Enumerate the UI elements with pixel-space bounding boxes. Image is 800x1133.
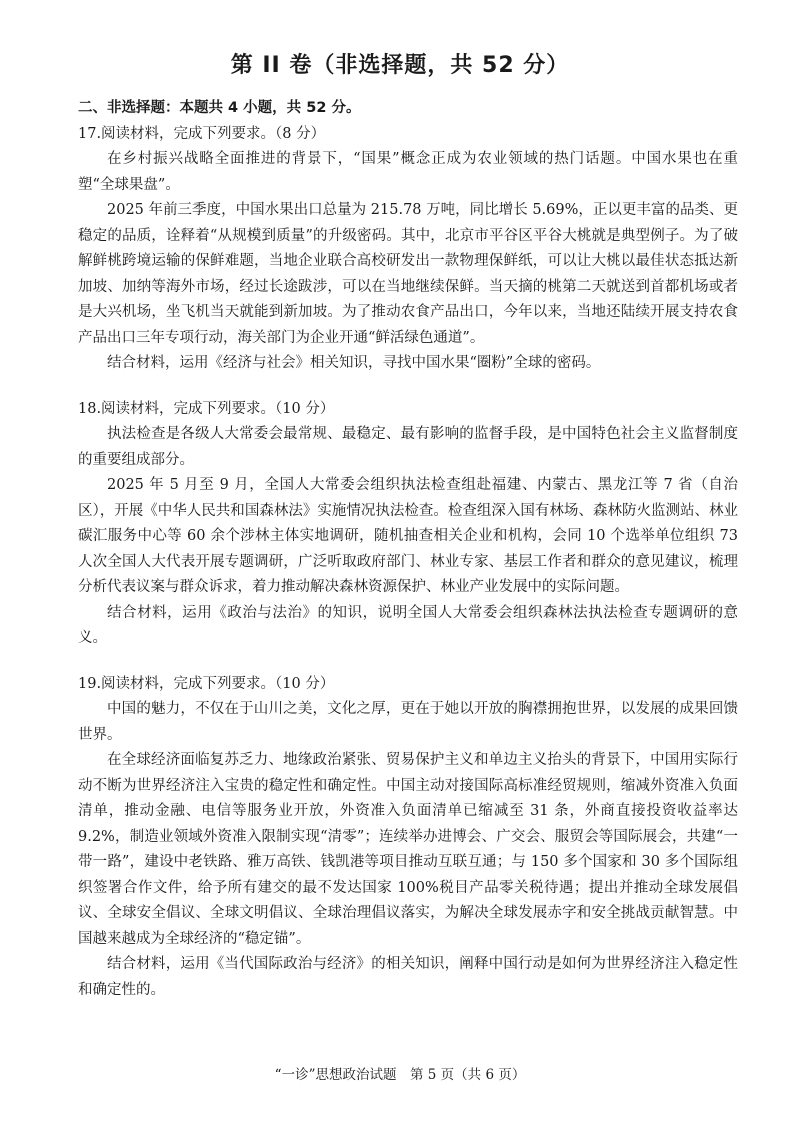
page-footer: “一诊”思想政治试题 第 5 页（共 6 页） [274,1067,526,1083]
question-17 [78,122,738,377]
page-title: 第 II 卷（非选择题，共 52 分） [230,53,570,78]
question-17-paragraph-1: 在乡村振兴战略全面推进的背景下，“国果”概念正成为农业领域的热门话题。中国水果也在重塑“全球果盘”。 [78,151,738,193]
question-18-paragraph-2: 2025 年 5 月至 9 月，全国人大常委会组织执法检查组赴福建、内蒙古、黑龙江等 7 省（自治区），开展《中华人民共和国森林法》实施情况执法检查。检查组深入国有林场、森林防火监测站、林业碳汇服务中心等 60 余个涉林主体实地调研，随机抽查相关企业和机构，会同 10 个选举单位组织 73 人次全国人大代表开展专题调研，广泛听取政府部门、林业专家、基层工作者和群众的意见建议，梳理分析代表议案与群众诉求，着力推动解决森林资源保护、林业产业发展中的实际问题。 [78,477,738,595]
question-18 [78,397,738,652]
question-19-paragraph-2: 在全球经济面临复苏乏力、地缘政治紧张、贸易保护主义和单边主义抬头的背景下，中国用实际行动不断为世界经济注入宝贵的稳定性和确定性。中国主动对接国际高标准经贸规则，缩减外资准入负面清单，推动金融、电信等服务业开放，外资准入负面清单已缩减至 31 条，外商直接投资收益率达 9.2%，制造业领域外资准入限制实现“清零”；连续举办进博会、广交会、服贸会等国际展会，共建“一带一路”，建设中老铁路、雅万高铁、钱凯港等项目推动互联互通；与 150 多个国家和 30 多个国际组织签署合作文件，给予所有建交的最不发达国家 100%税目产品零关税待遇；提出并推动全球发展倡议、全球安全倡议、全球文明倡议、全球治理倡议落实，为解决全球发展赤字和安全挑战贡献智慧。中国越来越成为全球经济的“稳定锚”。 [78,752,738,947]
page-content [78,96,738,1003]
question-17-paragraph-2: 2025 年前三季度，中国水果出口总量为 215.78 万吨，同比增长 5.69%，正以更丰富的品类、更稳定的品质，诠释着“从规模到质量”的升级密码。其中，北京市平谷区平谷大桃就是典型例子。为了破解鲜桃跨境运输的保鲜难题，当地企业联合高校研发出一款物理保鲜纸，可以让大桃以最佳状态抵达新加坡、加纳等海外市场，经过长途跋涉，可以在当地继续保鲜。当天摘的桃第二天就送到首都机场或者是大兴机场，坐飞机当天就能到新加坡。为了推动农食产品出口，今年以来，当地还陆续开展支持农食产品出口三年专项行动，海关部门为企业开通“鲜活绿色通道”。 [78,202,738,346]
question-18-paragraph-1: 执法检查是各级人大常委会最常规、最稳定、最有影响的监督手段，是中国特色社会主义监督制度的重要组成部分。 [78,426,738,468]
spacer [78,377,738,397]
question-17-prompt: 结合材料，运用《经济与社会》相关知识，寻找中国水果“圈粉”全球的密码。 [107,355,601,371]
question-17-head: 17.阅读材料，完成下列要求。（8 分） [78,125,326,142]
question-19-prompt: 结合材料，运用《当代国际政治与经济》的相关知识，阐释中国行动是如何为世界经济注入稳定性和确定性的。 [78,956,738,998]
spacer [78,652,738,672]
question-18-prompt: 结合材料，运用《政治与法治》的知识，说明全国人大常委会组织森林法执法检查专题调研的意义。 [78,604,738,646]
question-19-head: 19.阅读材料，完成下列要求。（10 分） [78,675,335,692]
question-19-paragraph-1: 中国的魅力，不仅在于山川之美，文化之厚，更在于她以开放的胸襟拥抱世界，以发展的成果回馈世界。 [78,701,738,743]
question-19 [78,672,738,1004]
section-heading: 二、非选择题：本题共 4 小题，共 52 分。 [78,100,361,116]
question-18-head: 18.阅读材料，完成下列要求。（10 分） [78,400,335,417]
